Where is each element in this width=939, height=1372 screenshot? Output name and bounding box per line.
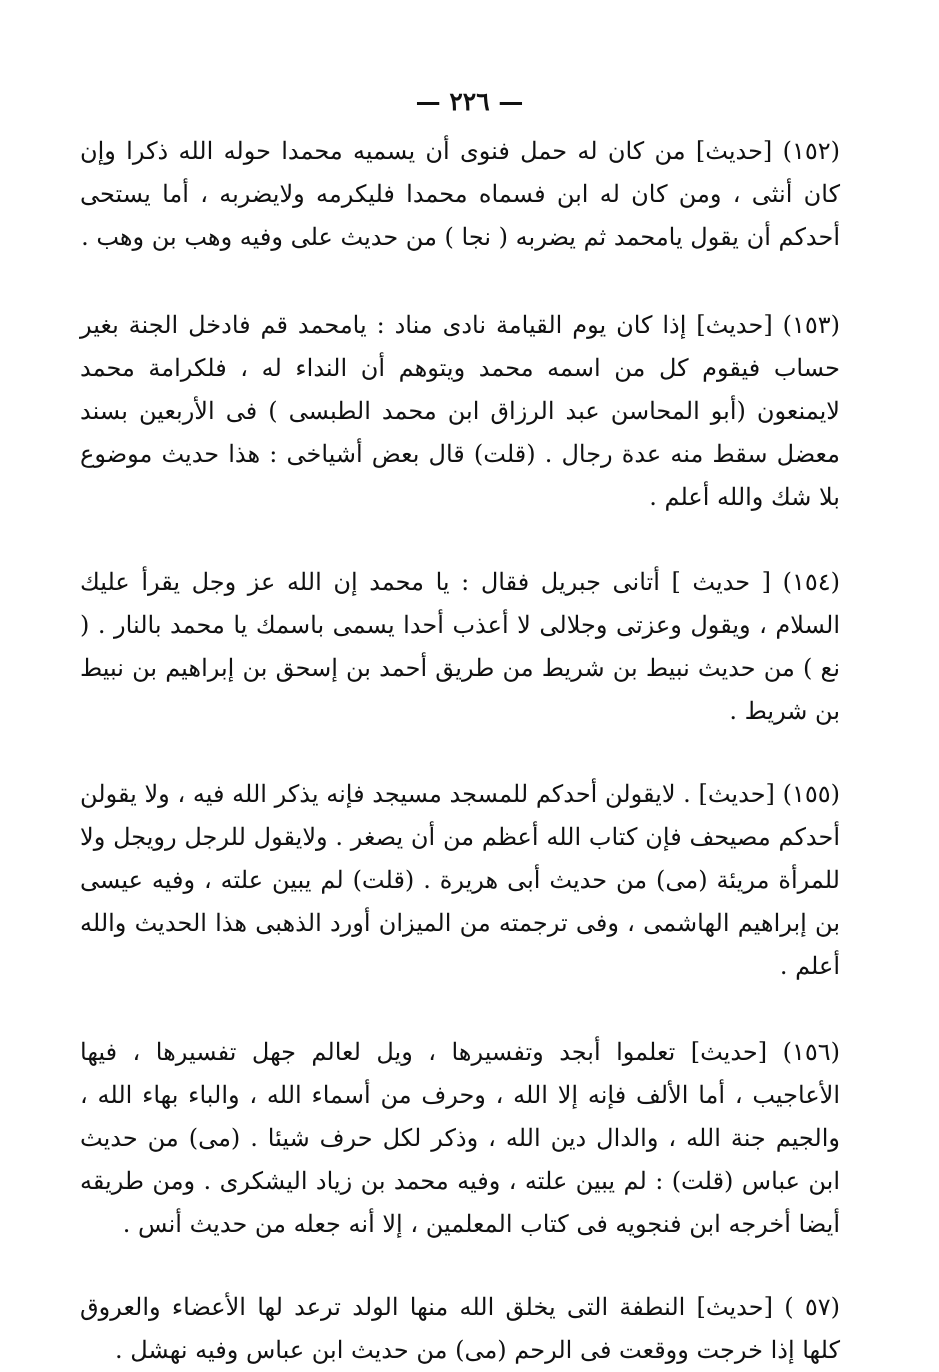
- hadith-entries: [80, 130, 840, 1372]
- hadith-entry-157: (٥٧ ) [حديث] النطفة التى يخلق الله منها الولد ترعد لها الأعضاء والعروق كلها إذا خرجت ووقعت فى الرحم (مى) من حديث ابن عباس وفيه نهشل .: [80, 1293, 840, 1364]
- hadith-entry-155: (١٥٥) [حديث] . لايقولن أحدكم للمسجد مسيجد فإنه يذكر الله فيه ، ولا يقولن أحدكم مصيحف فإن كتاب الله أعظم من أن يصغر . ولايقول للرجل رويجل ولا للمرأة مريئة (مى) من حديث أبى هريرة . (قلت) لم يبين علته ، وفيه عيسى بن إبراهيم الهاشمى ، وفى ترجمته من الميزان أورد الذهبى هذا الحديث والله أعلم .: [80, 780, 840, 980]
- hadith-entry-153: (١٥٣) [حديث] إذا كان يوم القيامة نادى مناد : يامحمد قم فادخل الجنة بغير حساب فيقوم كل من اسمه محمد ويتوهم أن النداء له ، فلكرامة محمد لايمنعون (أبو المحاسن عبد الرزاق ابن محمد الطبسى ) فى الأربعين بسند معضل سقط منه عدة رجال . (قلت) قال بعض أشياخى : هذا حديث موضوع بلا شك والله أعلم .: [80, 311, 840, 511]
- hadith-entry-154: (١٥٤) [ حديث ] أتانى جبريل فقال : يا محمد إن الله عز وجل يقرأ عليك السلام ، ويقول وعزتى وجلالى لا أعذب أحدا يسمى باسمك يا محمد بالنار . ( نع ) من حديث نبيط بن شريط من طريق أحمد بن إسحق بن إبراهيم بن نبيط بن شريط .: [80, 568, 840, 725]
- page-number: — ٢٢٦ —: [415, 87, 524, 116]
- hadith-entry-156: (١٥٦) [حديث] تعلموا أبجد وتفسيرها ، ويل لعالم جهل تفسيرها ، فيها الأعاجيب ، أما الألف فإنه إلا الله ، وحرف من أسماء الله ، والباء بهاء الله ، والجيم جنة الله ، والدال دين الله ، وذكر لكل حرف شيئا . (مى) من حديث ابن عباس (قلت) : لم يبين علته ، وفيه محمد بن زياد اليشكرى . ومن طريقه أيضا أخرجه ابن فنجويه فى كتاب المعلمين ، إلا أنه جعله من حديث أنس .: [80, 1038, 841, 1238]
- hadith-entry-152: (١٥٢) [حديث] من كان له حمل فنوى أن يسميه محمدا حوله الله ذكرا وإن كان أنثى ، ومن كان له ابن فسماه محمدا فليكرمه ولايضربه ، أما يستحى أحدكم أن يقول يامحمد ثم يضربه ( نجا ) من حديث على وفيه وهب بن وهب .: [80, 137, 840, 251]
